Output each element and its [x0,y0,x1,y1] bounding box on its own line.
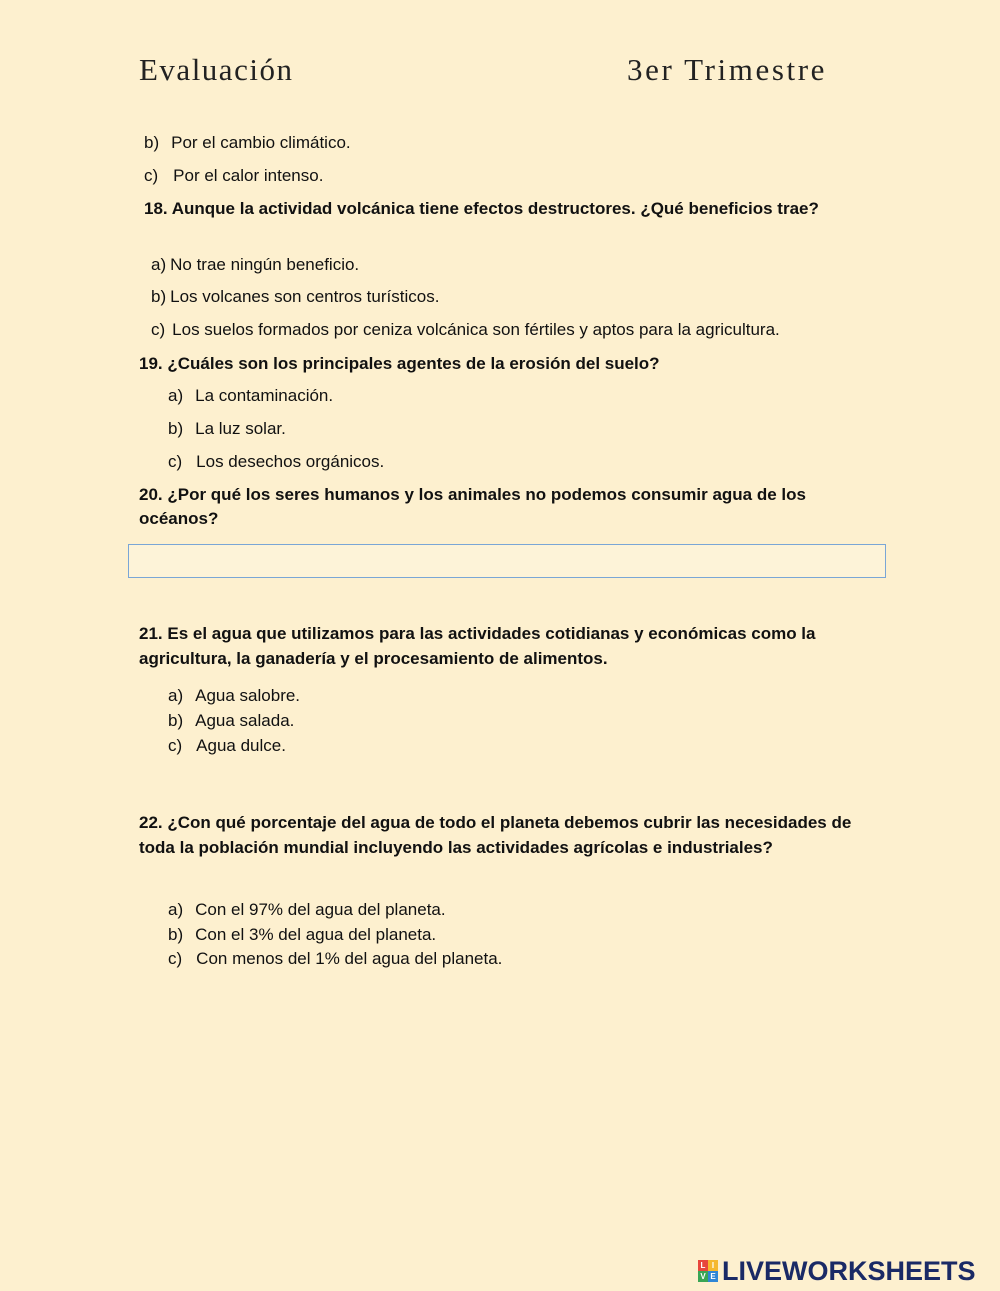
option-label: a) [168,686,184,705]
q17-option-b [144,133,351,153]
header-title-right: 3er Trimestre [627,52,827,87]
option-text: Los desechos orgánicos. [196,452,385,471]
q21-option-c [168,736,286,756]
q20-question: 20. ¿Por qué los seres humanos y los animales no podemos consumir agua de los océanos? [139,485,806,528]
q19-option-a [168,386,333,406]
q18-question: 18. Aunque la actividad volcánica tiene efectos destructores. ¿Qué beneficios trae? [144,199,819,218]
option-text: Agua salada. [195,711,295,730]
option-label: c) [151,320,166,339]
q22-option-c [168,949,502,969]
option-text: Con el 3% del agua del planeta. [195,925,437,944]
q22-question: 22. ¿Con qué porcentaje del agua de todo el planeta debemos cubrir las necesidades de toda la población mundial incluyendo las actividades agrícolas e industriales? [139,813,852,857]
logo-mark-letter: I [708,1260,718,1271]
q21-option-b [168,711,294,731]
q22-option-b [168,925,436,945]
q20-answer-input[interactable] [128,544,886,578]
option-text: Con el 97% del agua del planeta. [195,900,446,919]
q18-option-b [151,287,439,307]
logo-mark-letter: E [708,1271,718,1282]
q21-option-a [168,686,300,706]
option-text: Agua dulce. [196,736,286,755]
option-text: Por el cambio climático. [171,133,351,152]
q18-option-c [151,320,780,340]
option-text: La contaminación. [195,386,334,405]
option-text: Los suelos formados por ceniza volcánica son fértiles y aptos para la agricultura. [172,320,780,339]
option-text: La luz solar. [195,419,286,438]
option-label: b) [144,133,160,152]
option-label: b) [151,287,167,306]
q19-question: 19. ¿Cuáles son los principales agentes de la erosión del suelo? [139,354,660,373]
option-label: c) [168,452,183,471]
option-label: b) [168,711,184,730]
q19-option-b [168,419,286,439]
option-label: b) [168,419,184,438]
q18-option-a [151,255,359,275]
option-label: b) [168,925,184,944]
option-text: Con menos del 1% del agua del planeta. [196,949,503,968]
liveworksheets-logo [698,1257,976,1285]
option-label: a) [168,386,184,405]
logo-mark-icon [698,1260,718,1282]
logo-text: LIVEWORKSHEETS [722,1255,976,1286]
option-text: Agua salobre. [195,686,301,705]
logo-mark-letter: V [698,1271,708,1282]
q17-option-c [144,166,323,186]
q21-question: 21. Es el agua que utilizamos para las actividades cotidianas y económicas como la agricultura, la ganadería y el procesamiento de alimentos. [139,624,816,668]
option-label: c) [168,949,183,968]
option-label: a) [151,255,167,274]
option-label: a) [168,900,184,919]
logo-mark-letter: L [698,1260,708,1271]
option-text: No trae ningún beneficio. [170,255,360,274]
q22-option-a [168,900,446,920]
option-text: Por el calor intenso. [173,166,324,185]
option-label: c) [168,736,183,755]
header-title-left: Evaluación [139,52,294,87]
option-text: Los volcanes son centros turísticos. [170,287,440,306]
option-label: c) [144,166,159,185]
q19-option-c [168,452,384,472]
